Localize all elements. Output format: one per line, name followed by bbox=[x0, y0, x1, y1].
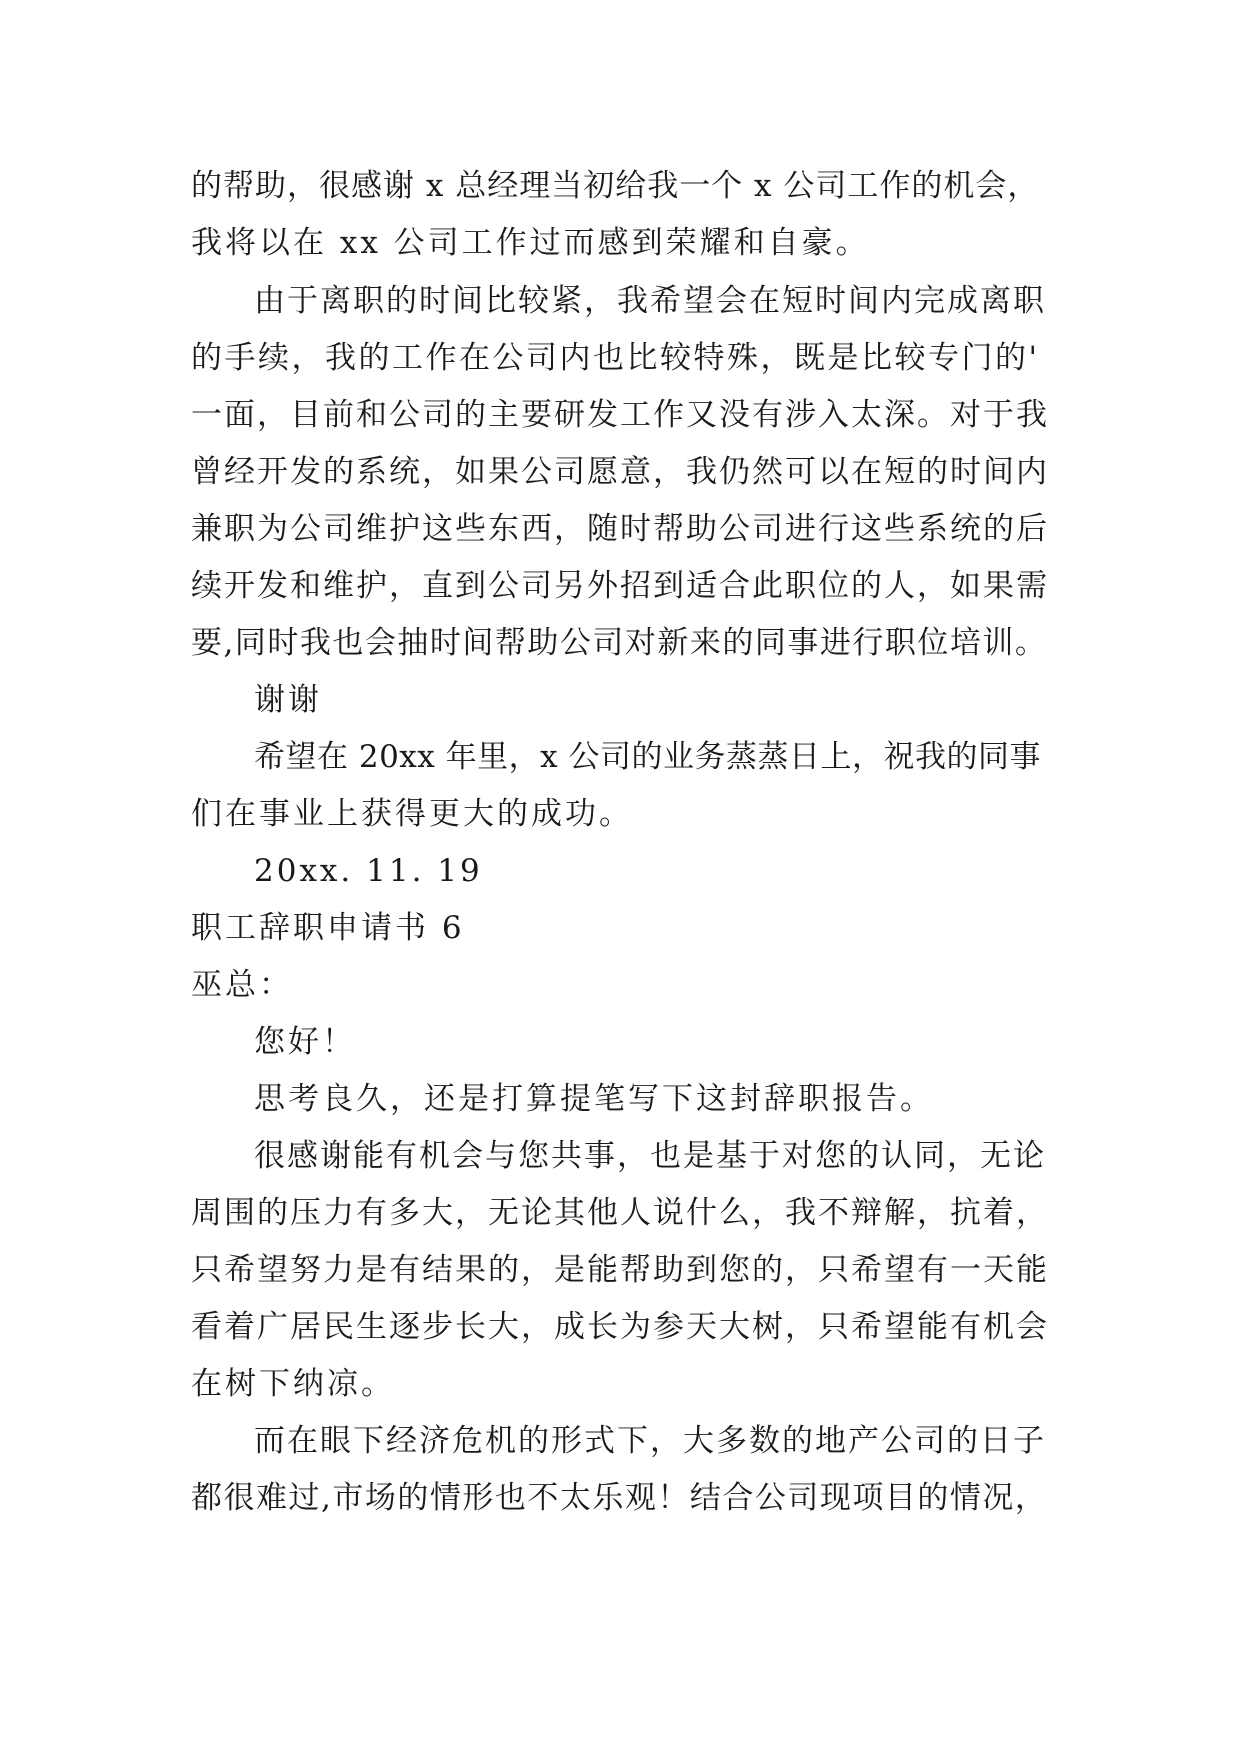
salutation: 巫总： bbox=[191, 967, 293, 1003]
text-line: 要,同时我也会抽时间帮助公司对新来的同事进行职位培训。 bbox=[191, 625, 1048, 661]
text-line: 续开发和维护，直到公司另外招到适合此职位的人，如果需 bbox=[191, 568, 1049, 604]
text-line: 在树下纳凉。 bbox=[191, 1366, 395, 1402]
paragraph-line: 希望在 20xx 年里，x 公司的业务蒸蒸日上，祝我的同事 bbox=[254, 739, 1041, 775]
paragraph-line: 很感谢能有机会与您共事，也是基于对您的认同，无论 bbox=[254, 1138, 1046, 1174]
text-line: 的帮助，很感谢 x 总经理当初给我一个 x 公司工作的机会， bbox=[191, 168, 1040, 204]
date-line: 20xx. 11. 19 bbox=[254, 853, 483, 889]
text-line: 周围的压力有多大，无论其他人说什么，我不辩解，抗着， bbox=[191, 1195, 1049, 1231]
text-line: 的手续，我的工作在公司内也比较特殊，既是比较专门的' bbox=[191, 340, 1040, 376]
greeting: 您好！ bbox=[254, 1024, 356, 1060]
section-heading: 职工辞职申请书 6 bbox=[191, 910, 465, 946]
text-line: 我将以在 xx 公司工作过而感到荣耀和自豪。 bbox=[191, 225, 870, 261]
text-line: 曾经开发的系统，如果公司愿意，我仍然可以在短的时间内 bbox=[191, 454, 1049, 490]
paragraph-line: 而在眼下经济危机的形式下，大多数的地产公司的日子 bbox=[254, 1423, 1046, 1459]
paragraph-line: 思考良久，还是打算提笔写下这封辞职报告。 bbox=[254, 1081, 934, 1117]
text-line: 们在事业上获得更大的成功。 bbox=[191, 796, 633, 832]
text-line: 看着广居民生逐步长大，成长为参天大树，只希望能有机会 bbox=[191, 1309, 1049, 1345]
text-line: 只希望努力是有结果的，是能帮助到您的，只希望有一天能 bbox=[191, 1252, 1049, 1288]
paragraph-line: 由于离职的时间比较紧，我希望会在短时间内完成离职 bbox=[254, 283, 1046, 319]
text-line: 一面，目前和公司的主要研发工作又没有涉入太深。对于我 bbox=[191, 397, 1049, 433]
text-line: 兼职为公司维护这些东西，随时帮助公司进行这些系统的后 bbox=[191, 511, 1049, 547]
paragraph-line: 谢谢 bbox=[254, 682, 322, 718]
text-line: 都很难过,市场的情形也不太乐观！结合公司现项目的情况， bbox=[191, 1480, 1048, 1516]
